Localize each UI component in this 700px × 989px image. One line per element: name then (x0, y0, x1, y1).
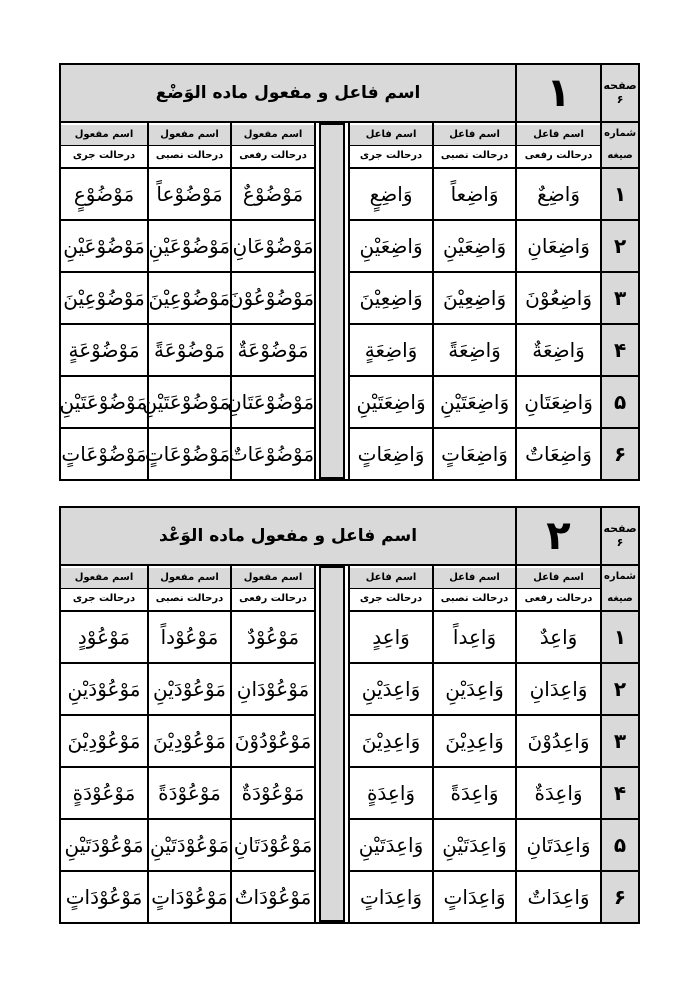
header-line1: اسم فاعل (517, 568, 600, 589)
mf-header (231, 565, 315, 611)
conjugation-table-block-2 (59, 506, 638, 924)
header-line2: درحالت رفعی (517, 589, 600, 609)
page-label: صفحه (603, 79, 637, 92)
header-line2: درحالت نصبی (434, 589, 515, 609)
fa-cell: وَاعِدٍ (349, 611, 433, 663)
mf-cell: مَوْعُوْدَیْنِ (60, 663, 148, 715)
header-line1: اسم مفعول (149, 125, 230, 146)
table-row (60, 324, 639, 376)
mf-cell: مَوْضُوْعٍ (60, 168, 148, 220)
fa-header (433, 122, 516, 168)
table-number: ۲ (516, 507, 601, 565)
fa-cell: وَاضِعَاتٍ (349, 428, 433, 480)
header-row (60, 122, 639, 168)
fa-cell: وَاعِدَیْنِ (433, 663, 516, 715)
mf-cell: مَوْعُوْدَةٍ (60, 767, 148, 819)
conjugation-table (59, 63, 640, 481)
table-title: اسم فاعل و مفعول ماده الوَضْع (60, 64, 516, 122)
table-row (60, 220, 639, 272)
fa-cell: وَاضِعِیْنَ (433, 272, 516, 324)
table-row (60, 767, 639, 819)
mf-cell: مَوْضُوْعَانِ (231, 220, 315, 272)
header-line1: اسم فاعل (434, 568, 515, 589)
fa-cell: وَاضِعَةً (433, 324, 516, 376)
page-number: ۶ (616, 93, 624, 106)
mf-cell: مَوْضُوْعَیْنِ (148, 220, 231, 272)
conjugation-table-block-1 (59, 63, 638, 481)
row-number: ۵ (601, 819, 639, 871)
header-line1: اسم فاعل (517, 125, 600, 146)
mf-cell: مَوْعُوْدَتَانِ (231, 819, 315, 871)
mf-header (148, 122, 231, 168)
table-row (60, 168, 639, 220)
mf-cell: مَوْضُوْعاً (148, 168, 231, 220)
fa-cell: وَاعِدَاتٍ (433, 871, 516, 923)
fa-cell: وَاعِدُوْنَ (516, 715, 601, 767)
table-row (60, 715, 639, 767)
header-line2: درحالت جری (61, 146, 147, 166)
mf-cell: مَوْضُوْعَاتٍ (60, 428, 148, 480)
mf-cell: مَوْعُوْدَیْنِ (148, 663, 231, 715)
table-row (60, 663, 639, 715)
table-number: ۱ (516, 64, 601, 122)
header-line1: اسم فاعل (350, 568, 432, 589)
table-row (60, 819, 639, 871)
fa-cell: وَاعِدَیْنِ (349, 663, 433, 715)
fa-cell: وَاضِعِیْنَ (349, 272, 433, 324)
mf-cell: مَوْعُوْدَاتٌ (231, 871, 315, 923)
row-number: ۴ (601, 767, 639, 819)
mf-header (60, 122, 148, 168)
fa-header (349, 122, 433, 168)
mf-cell: مَوْعُوْدُوْنَ (231, 715, 315, 767)
mf-cell: مَوْعُوْدَانِ (231, 663, 315, 715)
fa-cell: وَاعِدَتَیْنِ (433, 819, 516, 871)
mf-cell: مَوْعُوْدَتَیْنِ (60, 819, 148, 871)
fa-cell: وَاضِعَیْنِ (433, 220, 516, 272)
title-row (60, 507, 639, 565)
header-line1: اسم فاعل (350, 125, 432, 146)
fa-cell: وَاضِعَتَیْنِ (349, 376, 433, 428)
fa-cell: وَاعِدَاتٌ (516, 871, 601, 923)
fa-cell: وَاعِدَاتٍ (349, 871, 433, 923)
fa-cell: وَاضِعَتَیْنِ (433, 376, 516, 428)
row-number: ۶ (601, 871, 639, 923)
mf-cell: مَوْضُوْعِیْنَ (148, 272, 231, 324)
header-line2: درحالت نصبی (149, 589, 230, 609)
fa-header (433, 565, 516, 611)
page-label: صفحه (603, 522, 637, 535)
header-line1: اسم مفعول (232, 568, 314, 589)
mf-cell: مَوْضُوْعَیْنِ (60, 220, 148, 272)
mf-cell: مَوْعُوْدَةٌ (231, 767, 315, 819)
fa-cell: وَاعِدَتَیْنِ (349, 819, 433, 871)
fa-cell: وَاعِداً (433, 611, 516, 663)
row-label-header (601, 122, 639, 168)
fa-cell: وَاعِدَانِ (516, 663, 601, 715)
mf-cell: مَوْضُوْعَةٌ (231, 324, 315, 376)
fa-cell: وَاضِعٍ (349, 168, 433, 220)
table-row (60, 428, 639, 480)
row-label-header (601, 565, 639, 611)
mf-cell: مَوْعُوْداً (148, 611, 231, 663)
header-line2: درحالت رفعی (517, 146, 600, 166)
mf-cell: مَوْضُوْعَاتٍ (148, 428, 231, 480)
mf-cell: مَوْضُوْعُوْنَ (231, 272, 315, 324)
header-line2: درحالت نصبی (434, 146, 515, 166)
table-title: اسم فاعل و مفعول ماده الوَعْد (60, 507, 516, 565)
row-label-line2: صیغه (607, 593, 633, 604)
fa-cell: وَاعِدِیْنَ (433, 715, 516, 767)
mf-header (148, 565, 231, 611)
mf-cell: مَوْضُوْعَةٍ (60, 324, 148, 376)
row-number: ۶ (601, 428, 639, 480)
fa-cell: وَاضِعَاتٍ (433, 428, 516, 480)
mf-cell: مَوْعُوْدَاتٍ (148, 871, 231, 923)
mf-cell: مَوْعُوْدَةً (148, 767, 231, 819)
row-label-line2: صیغه (607, 150, 633, 161)
header-line1: اسم مفعول (149, 568, 230, 589)
mf-cell: مَوْعُوْدِیْنَ (148, 715, 231, 767)
fa-cell: وَاعِدَةٍ (349, 767, 433, 819)
header-line2: درحالت جری (350, 146, 432, 166)
fa-cell: وَاضِعَانِ (516, 220, 601, 272)
header-line1: اسم مفعول (232, 125, 314, 146)
mf-cell: مَوْضُوْعَاتٌ (231, 428, 315, 480)
fa-cell: وَاضِعَةٌ (516, 324, 601, 376)
header-line2: درحالت جری (61, 589, 147, 609)
fa-cell: وَاضِعُوْنَ (516, 272, 601, 324)
mf-cell: مَوْضُوْعٌ (231, 168, 315, 220)
mf-cell: مَوْضُوْعِیْنَ (60, 272, 148, 324)
mf-cell: مَوْضُوْعَةً (148, 324, 231, 376)
fa-cell: وَاضِعٌ (516, 168, 601, 220)
mf-cell: مَوْضُوْعَتَیْنِ (60, 376, 148, 428)
fa-header (349, 565, 433, 611)
row-label-line1: شماره (604, 128, 637, 139)
row-number: ۱ (601, 611, 639, 663)
row-number: ۲ (601, 220, 639, 272)
table-row (60, 376, 639, 428)
title-row (60, 64, 639, 122)
header-line2: درحالت جری (350, 589, 432, 609)
fa-cell: وَاضِعَیْنِ (349, 220, 433, 272)
header-line2: درحالت رفعی (232, 589, 314, 609)
row-label-line1: شماره (604, 571, 636, 582)
header-line2: درحالت رفعی (232, 146, 314, 166)
row-number: ۳ (601, 272, 639, 324)
row-number: ۳ (601, 715, 639, 767)
separator-bar (319, 566, 345, 922)
mf-cell: مَوْعُوْدَاتٍ (60, 871, 148, 923)
fa-header (516, 122, 601, 168)
table-row (60, 272, 639, 324)
mf-cell: مَوْعُوْدَتَیْنِ (148, 819, 231, 871)
mf-cell: مَوْعُوْدٌ (231, 611, 315, 663)
fa-cell: وَاعِدَةٌ (516, 767, 601, 819)
conjugation-table (59, 506, 640, 924)
fa-header (516, 565, 601, 611)
fa-cell: وَاعِدٌ (516, 611, 601, 663)
separator-column (315, 565, 349, 923)
table-row (60, 611, 639, 663)
mf-header (60, 565, 148, 611)
header-line2: درحالت نصبی (149, 146, 230, 166)
separator-column (315, 122, 349, 480)
header-row (60, 565, 639, 611)
fa-cell: وَاعِدِیْنَ (349, 715, 433, 767)
page-label-cell (601, 507, 639, 565)
row-number: ۲ (601, 663, 639, 715)
fa-cell: وَاضِعَاتٌ (516, 428, 601, 480)
mf-cell: مَوْضُوْعَتَانِ (231, 376, 315, 428)
mf-cell: مَوْعُوْدِیْنَ (60, 715, 148, 767)
page-label-cell (601, 64, 639, 122)
fa-cell: وَاعِدَةً (433, 767, 516, 819)
row-number: ۵ (601, 376, 639, 428)
row-number: ۱ (601, 168, 639, 220)
fa-cell: وَاعِدَتَانِ (516, 819, 601, 871)
fa-cell: وَاضِعاً (433, 168, 516, 220)
mf-header (231, 122, 315, 168)
mf-cell: مَوْعُوْدٍ (60, 611, 148, 663)
fa-cell: وَاضِعَةٍ (349, 324, 433, 376)
table-row (60, 871, 639, 923)
header-line1: اسم فاعل (434, 125, 515, 146)
header-line1: اسم مفعول (61, 125, 147, 146)
page-number: ۶ (616, 536, 624, 549)
header-line1: اسم مفعول (61, 568, 147, 589)
mf-cell: مَوْضُوْعَتَیْنِ (148, 376, 231, 428)
fa-cell: وَاضِعَتَانِ (516, 376, 601, 428)
separator-bar (319, 123, 345, 479)
row-number: ۴ (601, 324, 639, 376)
